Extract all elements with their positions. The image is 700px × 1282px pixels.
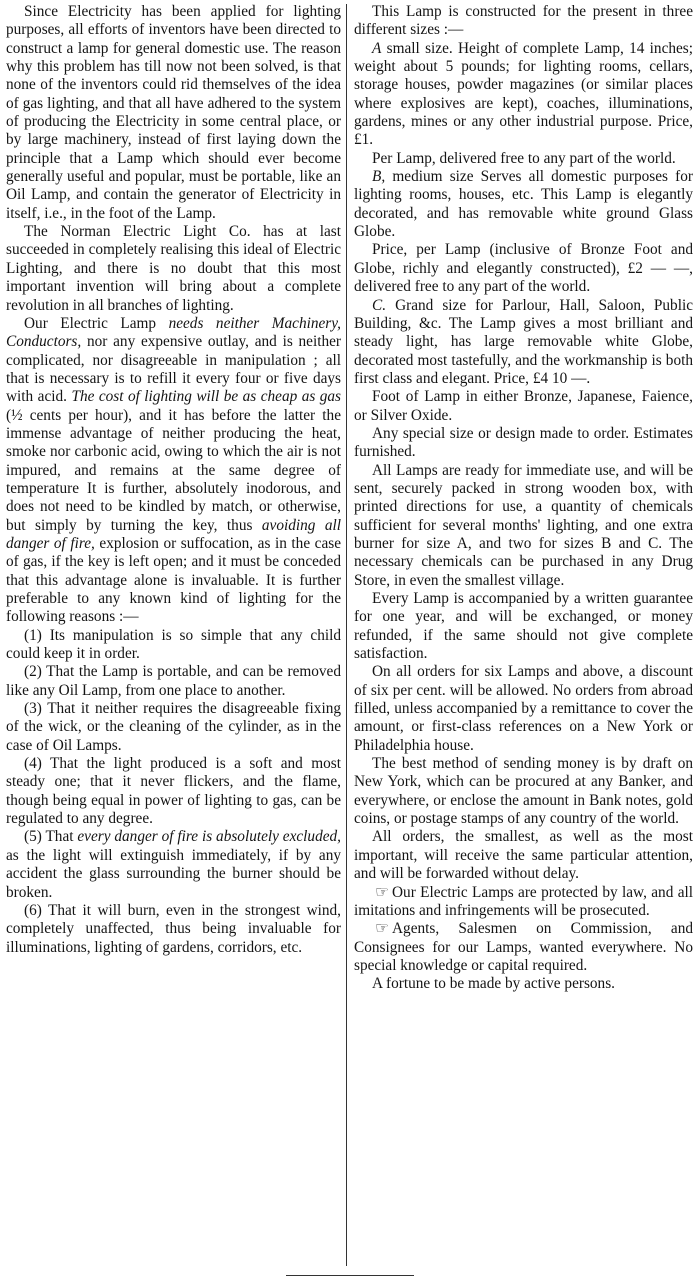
protection-notice-text: Our Electric Lamps are protected by law, and all imitations and infringements will be prosecuted. [354, 883, 693, 919]
orders-info [354, 828, 693, 883]
size-c-label: C. [372, 296, 387, 314]
advantages-text-2: nor any expensive outlay, and is neither complicated, nor disagreeable in manipulation ; all that is necessary is to refill it every four or five days with acid. [6, 333, 341, 406]
agents-wanted [354, 920, 693, 975]
reason-1 [6, 627, 341, 664]
special-design-text: Any special size or design made to order. Estimates furnished. [354, 424, 693, 461]
reason-5-text-2: as the light will extinguish immediately, if by any accident the glass surrounding the burner should be broken. [6, 846, 341, 901]
protection-notice [354, 884, 693, 921]
pointing-hand-icon: ☞ [375, 883, 389, 901]
size-a-label: A [372, 39, 382, 57]
special-design [354, 425, 693, 462]
reason-5-emphasis: every danger of fire is absolutely excluded, [77, 828, 341, 846]
shipping-info-text: All Lamps are ready for immediate use, and will be sent, securely packed in strong wooden box, with printed directions for use, a quantity of chemicals sufficient for several months' lighting, and one extra burner for size A, and two for sizes B and C. The necessary chemicals can be purchased in any Drug Store, in even the smallest village. [354, 461, 693, 589]
size-b-label: B, [372, 168, 386, 186]
shipping-info [354, 462, 693, 590]
fortune-line [354, 975, 693, 993]
payment-method [354, 755, 693, 828]
size-c-text: Grand size for Parlour, Hall, Saloon, Public Building, &c. The Lamp gives a most brilliant and steady light, has large removable white Globe, decorated most tastefully, and the workmanship is both first class and elegant. Price, £4 10 —. [354, 296, 693, 387]
advantages-paragraph [6, 315, 341, 627]
reason-6-text: (6) That it will burn, even in the strongest wind, completely unaffected, thus being invaluable for illuminations, lighting of gardens, corridors, etc. [6, 901, 341, 956]
reason-3 [6, 700, 341, 755]
fortune-line-text: A fortune to be made by active persons. [372, 975, 615, 993]
reason-2-text: (2) That the Lamp is portable, and can be removed like any Oil Lamp, from one place to another. [6, 663, 341, 699]
foot-options [354, 388, 693, 425]
advantages-emphasis-3: avoiding all danger of fire, [6, 516, 341, 552]
intro-text: Since Electricity has been applied for lighting purposes, all efforts of inventors have been directed to construct a lamp for general domestic use. The reason why this problem has till now not been solved, is that none of the inventors could rid themselves of the idea of gas lighting, and that all have adhered to the system of producing the Electricity in some central place, or by large machinery, instead of first laying down the principle that a Lamp which should ever become generally useful and popular, must be portable, like an Oil Lamp, and contain the generator of Electricity in itself, i.e., in the foot of the Lamp. [6, 3, 341, 222]
reason-1-text: (1) Its manipulation is so simple that any child could keep it in order. [6, 626, 341, 663]
discount-info-text: On all orders for six Lamps and above, a discount of six per cent. will be allowed. No orders from abroad filled, unless accompanied by a remittance to cover the amount, or first-class references on a New York or Philadelphia house. [354, 663, 693, 754]
advantages-emphasis-2: The cost of lighting will be as cheap as gas [71, 388, 342, 406]
size-b-price [354, 241, 693, 296]
size-a [354, 40, 693, 150]
left-column [6, 3, 341, 957]
intro-paragraph [6, 3, 341, 223]
guarantee-info-text: Every Lamp is accompanied by a written guarantee for one year, and will be exchanged, or money refunded, if the same should not give complete satisfaction. [354, 590, 693, 663]
orders-info-text: All orders, the smallest, as well as the most important, will receive the same particular attention, and will be forwarded without delay. [354, 828, 693, 883]
norman-paragraph [6, 223, 341, 315]
column-divider [346, 4, 347, 1266]
size-b [354, 168, 693, 241]
advantages-text-1: Our Electric Lamp [24, 314, 157, 332]
size-a-delivery [354, 150, 693, 168]
reason-2 [6, 663, 341, 700]
norman-text: The Norman Electric Light Co. has at last succeeded in completely realising this ideal of Electric Lighting, and there is no doubt that this most important invention will bring about a complete revolution in all branches of lighting. [6, 223, 341, 314]
reason-6 [6, 902, 341, 957]
sizes-intro-text: This Lamp is constructed for the present in three different sizes :— [354, 3, 693, 39]
agents-wanted-text: Agents, Salesmen on Commission, and Consignees for our Lamps, wanted everywhere. No special knowledge or capital required. [354, 920, 693, 974]
bottom-rule [286, 1275, 414, 1276]
advantages-text-3: (½ cents per hour), and it has before the latter the immense advantage of neither producing the heat, smoke nor carbonic acid, owing to which the air is not impured, and remains at the same degree of temperature It is further, absolutely inodorous, and does not need to be kindled by match, or otherwise, but simply by turning the key, thus [6, 406, 341, 534]
pointing-hand-icon: ☞ [375, 920, 389, 938]
reason-5-text-1: (5) That [24, 828, 74, 846]
foot-options-text: Foot of Lamp in either Bronze, Japanese, Faience, or Silver Oxide. [354, 388, 693, 424]
reason-5 [6, 828, 341, 901]
size-b-text: medium size Serves all domestic purposes for lighting rooms, houses, etc. This Lamp is elegantly decorated, and has removable white ground Glass Globe. [354, 168, 693, 241]
reason-4 [6, 755, 341, 828]
payment-method-text: The best method of sending money is by draft on New York, which can be procured at any Banker, and everywhere, or enclose the amount in Bank notes, gold coins, or postage stamps of any country of the world. [354, 755, 693, 828]
sizes-intro [354, 3, 693, 40]
size-b-price-text: Price, per Lamp (inclusive of Bronze Foot and Globe, richly and elegantly constructed), £2 — —, delivered free to any part of the world. [354, 241, 693, 296]
reason-3-text: (3) That it neither requires the disagreeable fixing of the wick, or the cleaning of the cylinder, as in the case of Oil Lamps. [6, 700, 341, 754]
guarantee-info [354, 590, 693, 663]
discount-info [354, 663, 693, 755]
reason-4-text: (4) That the light produced is a soft and most steady one; that it never flickers, and the flame, though being equal in power of lighting to gas, can be regulated to any degree. [6, 755, 341, 828]
advantages-text-4: explosion or suffocation, as in the case of gas, if the key is left open; and it must be conceded that this advantage alone is invaluable. It is further preferable to any known kind of lighting for the following reasons :— [6, 534, 342, 626]
right-column [354, 3, 693, 994]
size-a-text: small size. Height of complete Lamp, 14 inches; weight about 5 pounds; for lighting rooms, cellars, storage houses, powder magazines (or similar places where explosives are kept), coaches, illuminations, gardens, mines or any other industrial purpose. Price, £1. [354, 39, 693, 149]
size-c [354, 297, 693, 389]
size-a-delivery-text: Per Lamp, delivered free to any part of the world. [372, 149, 676, 167]
advantages-emphasis-1: needs neither Machinery, Conductors, [6, 314, 341, 351]
